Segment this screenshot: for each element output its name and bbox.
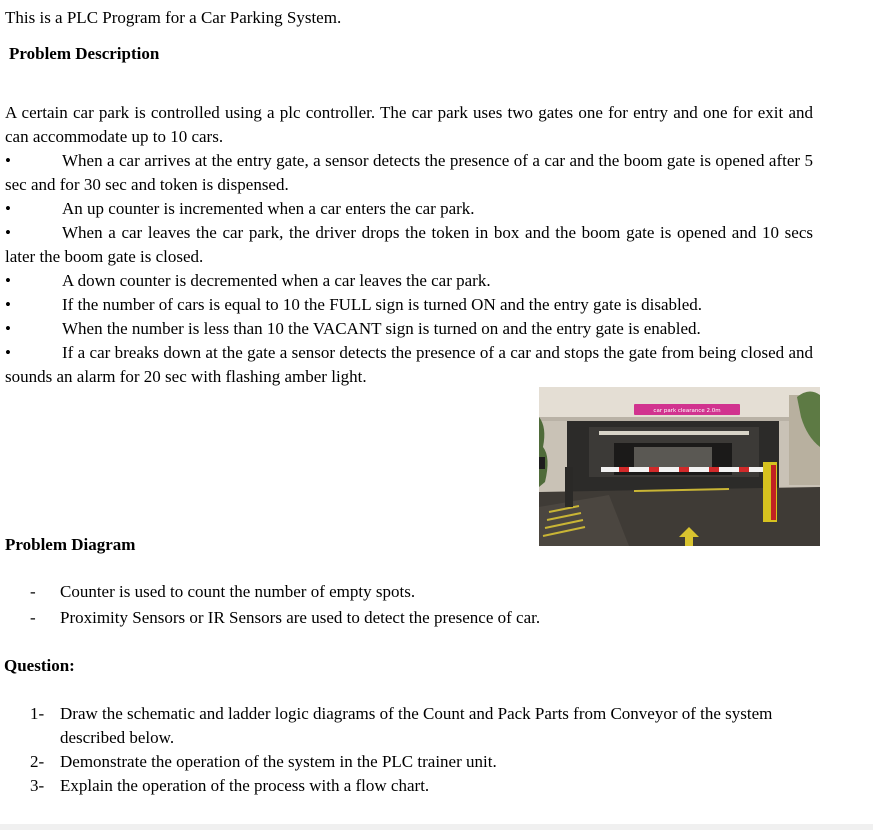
- list-text: Proximity Sensors or IR Sensors are used to detect the presence of car.: [60, 608, 541, 627]
- bullet-item: [5, 269, 813, 293]
- list-marker: 1-: [30, 704, 45, 723]
- bullet-item: [5, 197, 813, 221]
- bullet-marker: •: [5, 295, 11, 314]
- description-paragraph: A certain car park is controlled using a plc controller. The car park uses two gates one for entry and one for exit and can accommodate up to 10 cars.: [5, 103, 813, 146]
- bullet-text: When a car leaves the car park, the driver drops the token in box and the boom gate is opened and 10 secs later the boom gate is closed.: [5, 223, 813, 266]
- list-text: Counter is used to count the number of empty spots.: [60, 582, 416, 601]
- bullet-text: If the number of cars is equal to 10 the FULL sign is turned ON and the entry gate is disabled.: [62, 295, 703, 314]
- bullet-text: An up counter is incremented when a car enters the car park.: [62, 199, 475, 218]
- problem-description-heading: Problem Description: [9, 44, 160, 63]
- diagram-list: [30, 580, 540, 630]
- car-park-gate-photo: [539, 387, 820, 546]
- bullet-item: [5, 317, 813, 341]
- list-marker: 3-: [30, 776, 45, 795]
- list-marker: 2-: [30, 752, 45, 771]
- list-marker: -: [30, 582, 36, 601]
- bullet-text: A down counter is decremented when a car leaves the car park.: [62, 271, 491, 290]
- list-item: [30, 702, 820, 750]
- list-marker: -: [30, 608, 36, 627]
- list-text: Draw the schematic and ladder logic diagrams of the Count and Pack Parts from Conveyor of the system described below.: [60, 704, 773, 747]
- list-item: [30, 750, 820, 774]
- bullet-marker: •: [5, 151, 11, 170]
- bullet-marker: •: [5, 223, 11, 242]
- list-item: [30, 774, 820, 798]
- bullet-text: When the number is less than 10 the VACANT sign is turned on and the entry gate is enabled.: [62, 319, 701, 338]
- bullet-text: If a car breaks down at the gate a sensor detects the presence of a car and stops the gate from being closed and sounds an alarm for 20 sec with flashing amber light.: [5, 343, 813, 386]
- bullet-item: [5, 293, 813, 317]
- problem-description-body: [5, 101, 813, 389]
- bullet-marker: •: [5, 319, 11, 338]
- question-list: [30, 702, 820, 798]
- list-item: [30, 580, 540, 604]
- question-heading: Question:: [4, 656, 75, 675]
- bullet-item: [5, 221, 813, 269]
- list-text: Demonstrate the operation of the system in the PLC trainer unit.: [60, 752, 497, 771]
- bottom-divider: [0, 824, 873, 830]
- list-item: [30, 606, 540, 630]
- photo-sign-text: car park clearance 2.0m: [653, 408, 721, 414]
- bullet-marker: •: [5, 271, 11, 290]
- bullet-marker: •: [5, 343, 11, 362]
- bullet-marker: •: [5, 199, 11, 218]
- list-text: Explain the operation of the process with a flow chart.: [60, 776, 430, 795]
- intro-text: This is a PLC Program for a Car Parking System.: [5, 8, 342, 27]
- problem-diagram-heading: Problem Diagram: [5, 535, 136, 554]
- bullet-item: [5, 149, 813, 197]
- bullet-text: When a car arrives at the entry gate, a sensor detects the presence of a car and the boom gate is opened after 5 sec and for 30 sec and token is dispensed.: [5, 151, 813, 194]
- bullet-item: [5, 341, 813, 389]
